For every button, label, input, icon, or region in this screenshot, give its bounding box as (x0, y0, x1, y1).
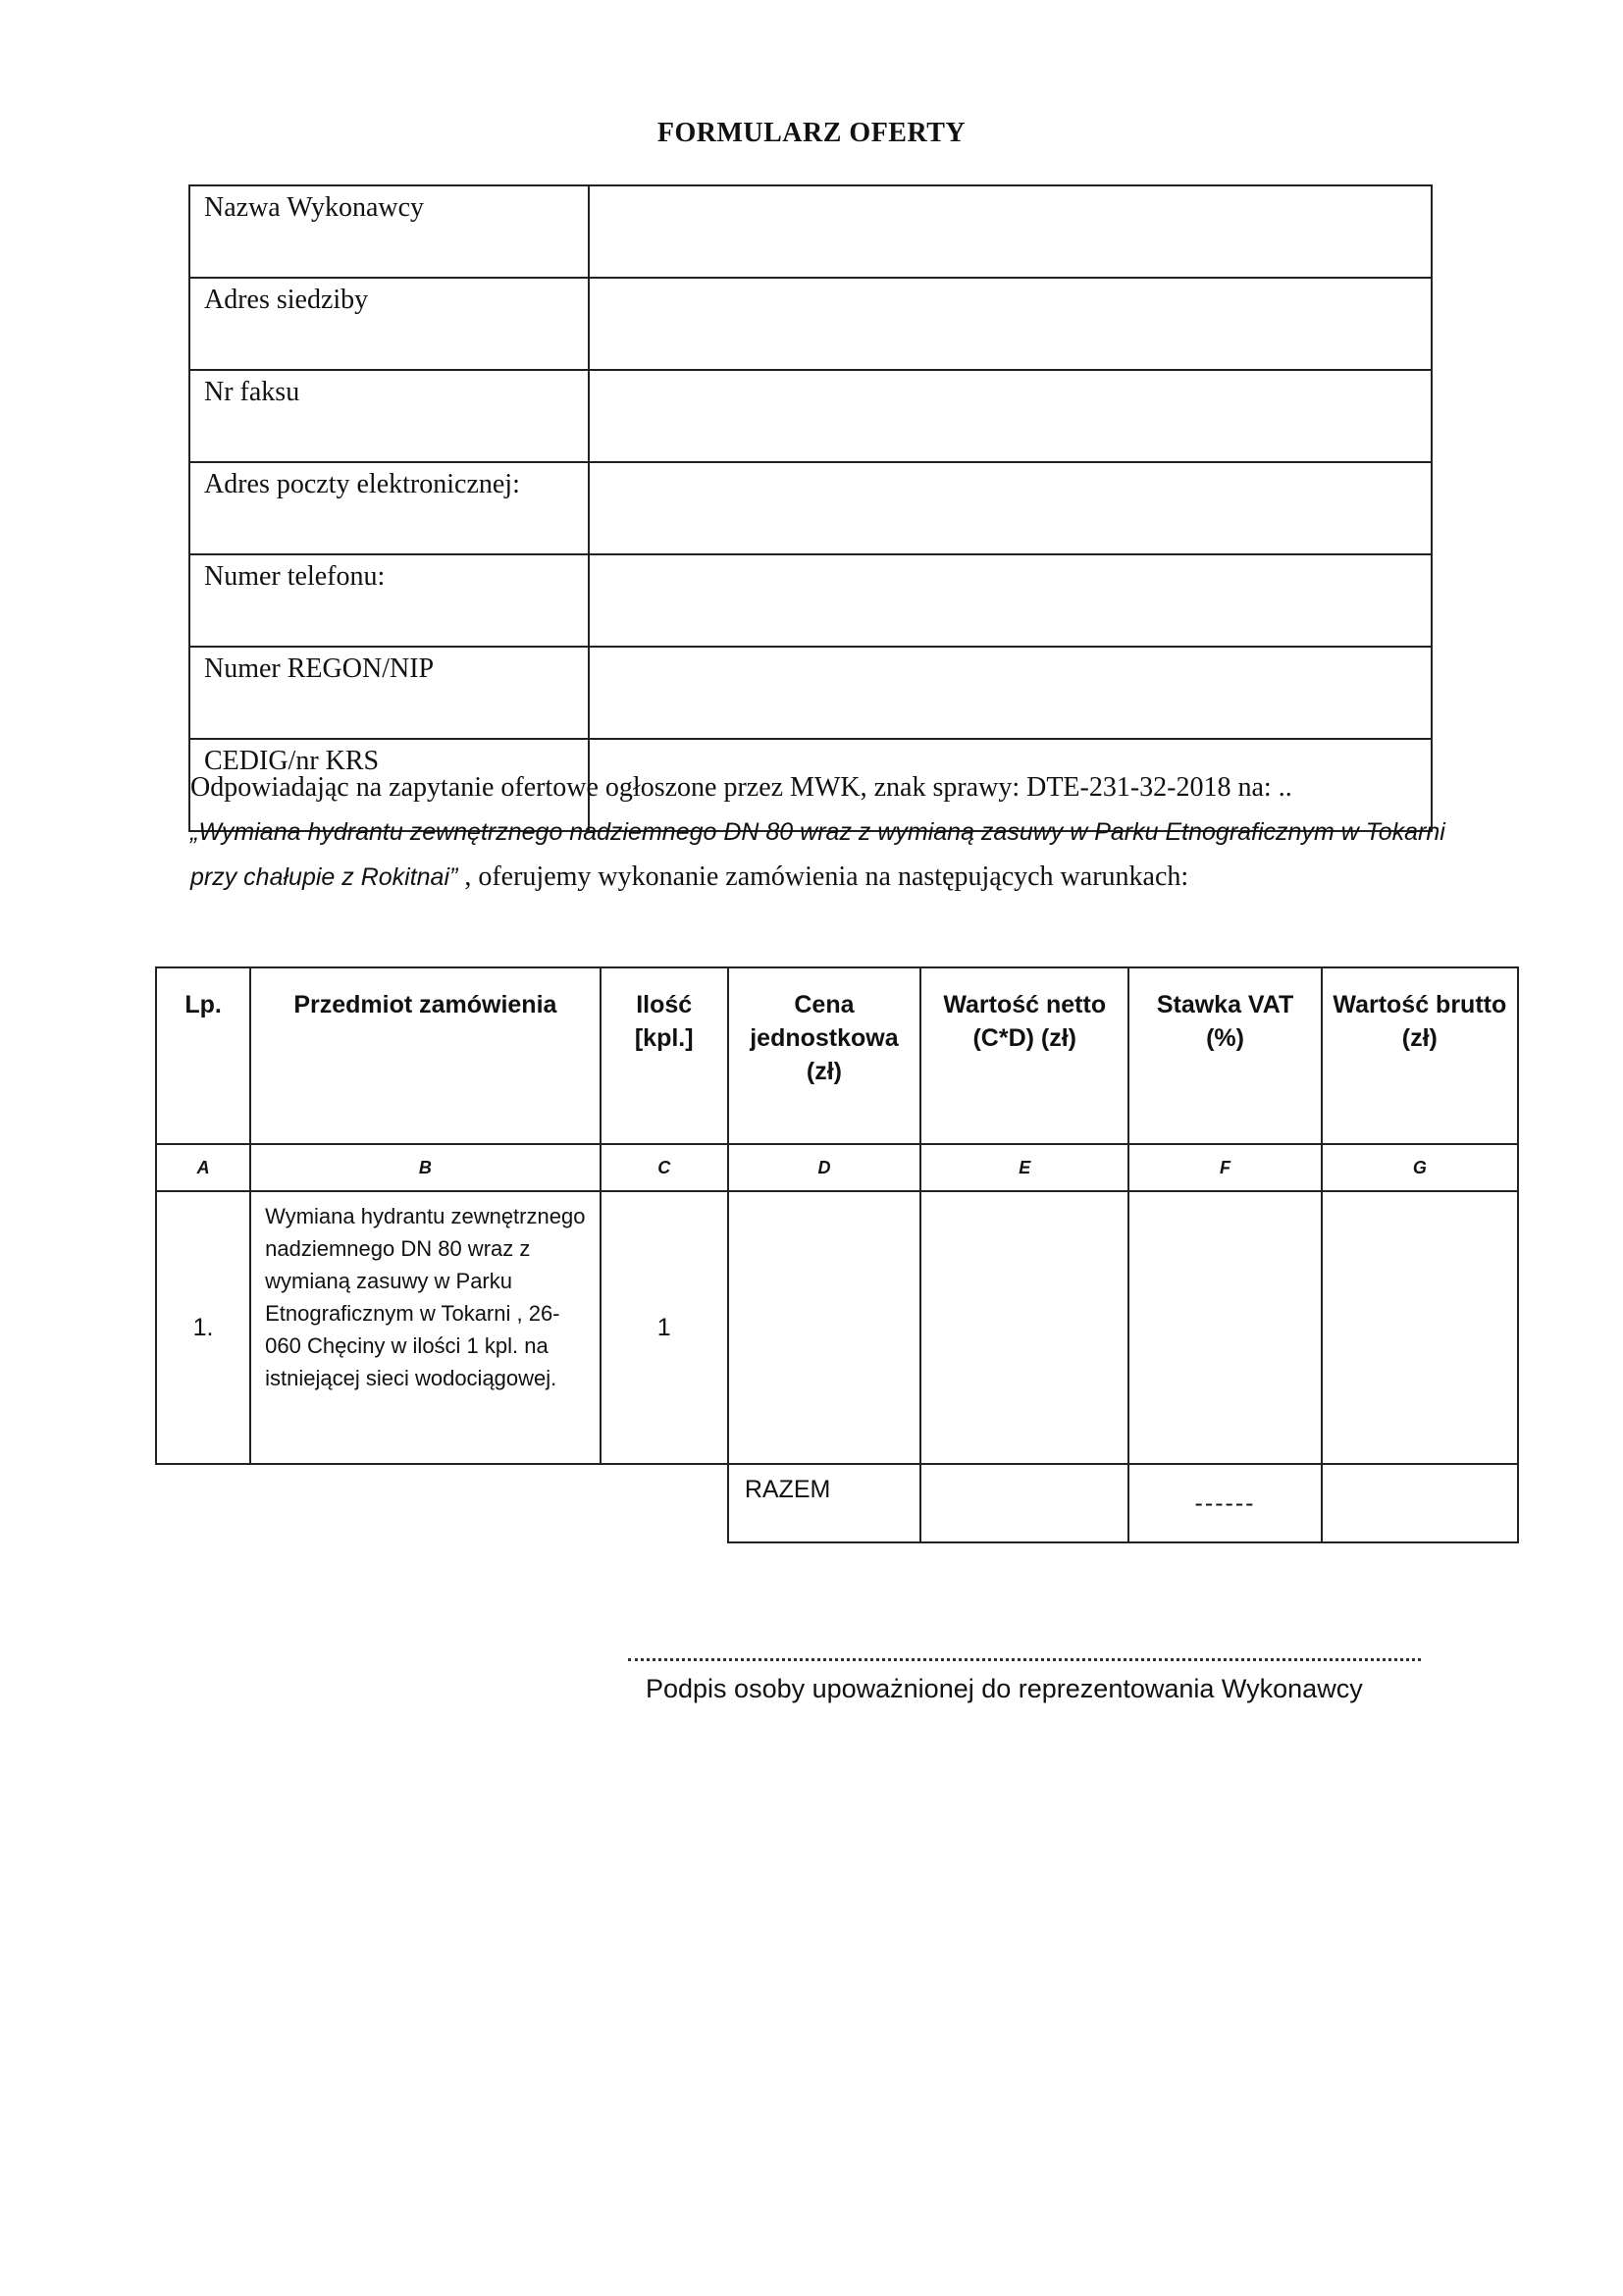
regon-nip-field[interactable] (589, 647, 1432, 739)
column-letter: A (156, 1144, 250, 1191)
column-letter: B (250, 1144, 601, 1191)
intro-text-rest: , oferujemy wykonanie zamówienia na następujących warunkach: (464, 861, 1189, 892)
total-vat-dash: ------ (1128, 1464, 1321, 1542)
header-unit-price: Cena jednostkowa (zł) (728, 967, 920, 1144)
phone-field[interactable] (589, 554, 1432, 647)
info-row-phone (189, 554, 1432, 647)
table-row (156, 1191, 1518, 1464)
header-subject: Przedmiot zamówienia (250, 967, 601, 1144)
info-label: Nazwa Wykonawcy (189, 185, 589, 278)
header-qty: Ilość [kpl.] (601, 967, 728, 1144)
contractor-name-field[interactable] (589, 185, 1432, 278)
column-letter: D (728, 1144, 920, 1191)
contractor-info-table (188, 184, 1433, 832)
column-letter: E (920, 1144, 1128, 1191)
row-lp: 1. (156, 1191, 250, 1464)
net-value-field[interactable] (920, 1191, 1128, 1464)
row-qty: 1 (601, 1191, 728, 1464)
intro-text: Odpowiadając na zapytanie ofertowe ogłoszone przez MWK, znak sprawy: DTE-231-32-2018 na: .. (190, 772, 1292, 803)
header-lp: Lp. (156, 967, 250, 1144)
column-letter-row (156, 1144, 1518, 1191)
info-label: CEDIG/nr KRS (189, 739, 589, 831)
info-label: Adres poczty elektronicznej: (189, 462, 589, 554)
info-label: Nr faksu (189, 370, 589, 462)
column-letter: C (601, 1144, 728, 1191)
email-field[interactable] (589, 462, 1432, 554)
intro-paragraph (190, 765, 1446, 900)
vat-rate-field[interactable] (1128, 1191, 1321, 1464)
total-label: RAZEM (728, 1464, 920, 1542)
info-row-fax (189, 370, 1432, 462)
total-row (156, 1464, 1518, 1542)
info-row-regon (189, 647, 1432, 739)
header-net-value: Wartość netto (C*D) (zł) (920, 967, 1128, 1144)
total-net-field[interactable] (920, 1464, 1128, 1542)
info-label: Numer REGON/NIP (189, 647, 589, 739)
info-label: Adres siedziby (189, 278, 589, 370)
column-letter: F (1128, 1144, 1321, 1191)
offer-header-row (156, 967, 1518, 1144)
header-vat-rate: Stawka VAT (%) (1128, 967, 1321, 1144)
info-row-address (189, 278, 1432, 370)
info-label: Numer telefonu: (189, 554, 589, 647)
info-row-email (189, 462, 1432, 554)
gross-value-field[interactable] (1322, 1191, 1518, 1464)
unit-price-field[interactable] (728, 1191, 920, 1464)
address-field[interactable] (589, 278, 1432, 370)
fax-field[interactable] (589, 370, 1432, 462)
info-row-name (189, 185, 1432, 278)
signature-line[interactable] (628, 1658, 1421, 1661)
order-subject: „Wymiana hydrantu zewnętrznego nadziemnego DN 80 wraz z wymianą zasuwy w Parku Etnograficznym w Tokarni przy chałupie z Rokitnai” (190, 818, 1445, 891)
offer-table (155, 966, 1519, 1543)
total-gross-field[interactable] (1322, 1464, 1518, 1542)
header-gross-value: Wartość brutto (zł) (1322, 967, 1518, 1144)
row-description: Wymiana hydrantu zewnętrznego nadziemnego DN 80 wraz z wymianą zasuwy w Parku Etnograficznym w Tokarni , 26-060 Chęciny w ilości 1 kpl. na istniejącej sieci wodociągowej. (250, 1191, 601, 1464)
column-letter: G (1322, 1144, 1518, 1191)
signature-caption: Podpis osoby upoważnionej do reprezentowania Wykonawcy (646, 1674, 1363, 1703)
form-title: FORMULARZ OFERTY (656, 118, 967, 148)
